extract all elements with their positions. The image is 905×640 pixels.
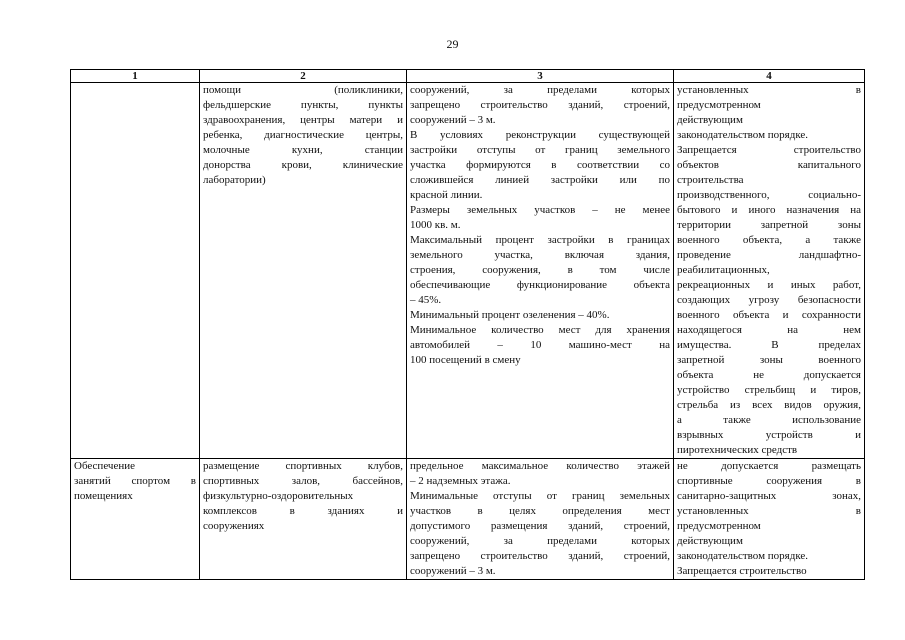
cell-text-line: фельдшерские пункты, пункты	[203, 99, 403, 111]
cell-text-line: Обеспечение	[74, 460, 135, 472]
cell-text-line: сооружениях	[203, 520, 265, 532]
cell-text-line: производственного, социально-	[677, 189, 861, 201]
cell-text-line: здравоохранения, центры матери и	[203, 114, 403, 126]
cell-text-line: стрельба из всех видов оружия,	[677, 399, 861, 411]
cell-text-line: допустимого размещения зданий, строений,	[410, 520, 670, 532]
cell-text-line: лаборатории)	[203, 174, 266, 186]
page-number: 29	[446, 37, 459, 51]
cell-text-line: – 45%.	[410, 294, 442, 306]
cell-text-line: сложившейся линией застройки или по	[410, 174, 670, 186]
cell-text-line: запрещено строительство зданий, строений,	[410, 550, 670, 562]
cell-text-line: установленных в	[677, 505, 861, 517]
column-header-4: 4	[674, 70, 865, 83]
header-row	[71, 70, 865, 83]
cell-text-line: установленных в	[677, 84, 861, 96]
cell-text-line: законодательством порядке.	[677, 129, 809, 141]
cell-text-line: ребенка, диагностические центры,	[203, 129, 403, 141]
cell-text-line: бытового и иного назначения на	[677, 204, 861, 216]
cell-text-line: – 2 надземных этажа.	[410, 475, 511, 487]
cell-text-line: рекреационных и иных работ,	[677, 279, 861, 291]
cell-text-line: устройство стрельбищ и тиров,	[677, 384, 861, 396]
cell-text-line: Запрещается строительство	[677, 144, 861, 156]
cell-text-line: помощи (поликлиники,	[203, 84, 403, 96]
cell-text-line: занятий спортом в	[74, 475, 196, 487]
cell-text-line: имущества. В пределах	[677, 339, 861, 351]
cell-text-line: спортивных залов, бассейнов,	[203, 475, 403, 487]
cell-text-line: а также использование	[677, 414, 861, 426]
cell-text-line: 100 посещений в смену	[410, 354, 521, 366]
cell-text-line: Минимальные отступы от границ земельных	[410, 490, 670, 502]
cell-text-line: сооружений, за пределами которых	[410, 84, 670, 96]
cell-text-line: Минимальное количество мест для хранения	[410, 324, 670, 336]
cell-text-line: предельное максимальное количество этажей	[410, 460, 670, 472]
cell-text-line: Размеры земельных участков – не менее	[410, 204, 670, 216]
cell-text-line: действующим	[677, 535, 743, 547]
cell-text-line: запретной зоны военного	[677, 354, 861, 366]
cell-text-line: земельного участка, включая здания,	[410, 249, 670, 261]
cell-text-line: спортивные сооружения в	[677, 475, 861, 487]
cell-text-line: пиротехнических средств	[677, 444, 798, 456]
cell-text-line: взрывных устройств и	[677, 429, 861, 441]
cell-parameters	[407, 459, 674, 580]
cell-text-line: находящегося на нем	[677, 324, 861, 336]
cell-text-line: санитарно-защитных зонах,	[677, 490, 861, 502]
cell-text-line: строительства	[677, 174, 744, 186]
cell-restrictions	[674, 459, 865, 580]
table-row	[71, 459, 865, 580]
cell-text-line: красной линии.	[410, 189, 483, 201]
table-row	[71, 83, 865, 459]
cell-text-line: территории запретной зоны	[677, 219, 861, 231]
cell-text-line: обеспечивающие функционирование объекта	[410, 279, 670, 291]
cell-activity-type	[71, 83, 200, 459]
column-header-2: 2	[200, 70, 407, 83]
cell-text-line: создающих угрозу безопасности	[677, 294, 861, 306]
cell-text-line: сооружений, за пределами которых	[410, 535, 670, 547]
cell-text-line: сооружений – 3 м.	[410, 565, 496, 577]
cell-restrictions	[674, 83, 865, 459]
cell-text-line: военного объекта и сохранности	[677, 309, 861, 321]
cell-text-line: строения, сооружения, в том числе	[410, 264, 670, 276]
cell-text-line: размещение спортивных клубов,	[203, 460, 403, 472]
cell-text-line: В условиях реконструкции существующей	[410, 129, 670, 141]
cell-text-line: законодательством порядке.	[677, 550, 809, 562]
cell-text-line: не допускается размещать	[677, 460, 861, 472]
cell-text-line: участка формируются в соответствии со	[410, 159, 670, 171]
cell-text-line: молочные кухни, станции	[203, 144, 403, 156]
cell-text-line: военного объекта, а также	[677, 234, 861, 246]
regulations-table	[70, 69, 865, 580]
cell-text-line: объекта не допускается	[677, 369, 861, 381]
cell-text-line: участков в целях определения мест	[410, 505, 670, 517]
cell-permitted-use	[200, 83, 407, 459]
cell-activity-type	[71, 459, 200, 580]
cell-text-line: проведение ландшафтно-	[677, 249, 861, 261]
cell-text-line: объектов капитального	[677, 159, 861, 171]
cell-permitted-use	[200, 459, 407, 580]
cell-text-line: Запрещается строительство	[677, 565, 807, 577]
cell-text-line: донорства крови, клинические	[203, 159, 403, 171]
cell-text-line: реабилитационных,	[677, 264, 770, 276]
cell-text-line: действующим	[677, 114, 743, 126]
cell-text-line: 1000 кв. м.	[410, 219, 461, 231]
cell-text-line: запрещено строительство зданий, строений,	[410, 99, 670, 111]
column-header-1: 1	[71, 70, 200, 83]
column-header-3: 3	[407, 70, 674, 83]
cell-text-line: комплексов в зданиях и	[203, 505, 403, 517]
cell-text-line: предусмотренном	[677, 99, 761, 111]
cell-text-line: Минимальный процент озеленения – 40%.	[410, 309, 610, 321]
cell-text-line: физкультурно-оздоровительных	[203, 490, 354, 502]
cell-parameters	[407, 83, 674, 459]
cell-text-line: Максимальный процент застройки в границах	[410, 234, 670, 246]
cell-text-line: сооружений – 3 м.	[410, 114, 496, 126]
cell-text-line: застройки отступы от границ земельного	[410, 144, 670, 156]
cell-text-line: помещениях	[74, 490, 133, 502]
cell-text-line: предусмотренном	[677, 520, 761, 532]
cell-text-line: автомобилей – 10 машино-мест на	[410, 339, 670, 351]
